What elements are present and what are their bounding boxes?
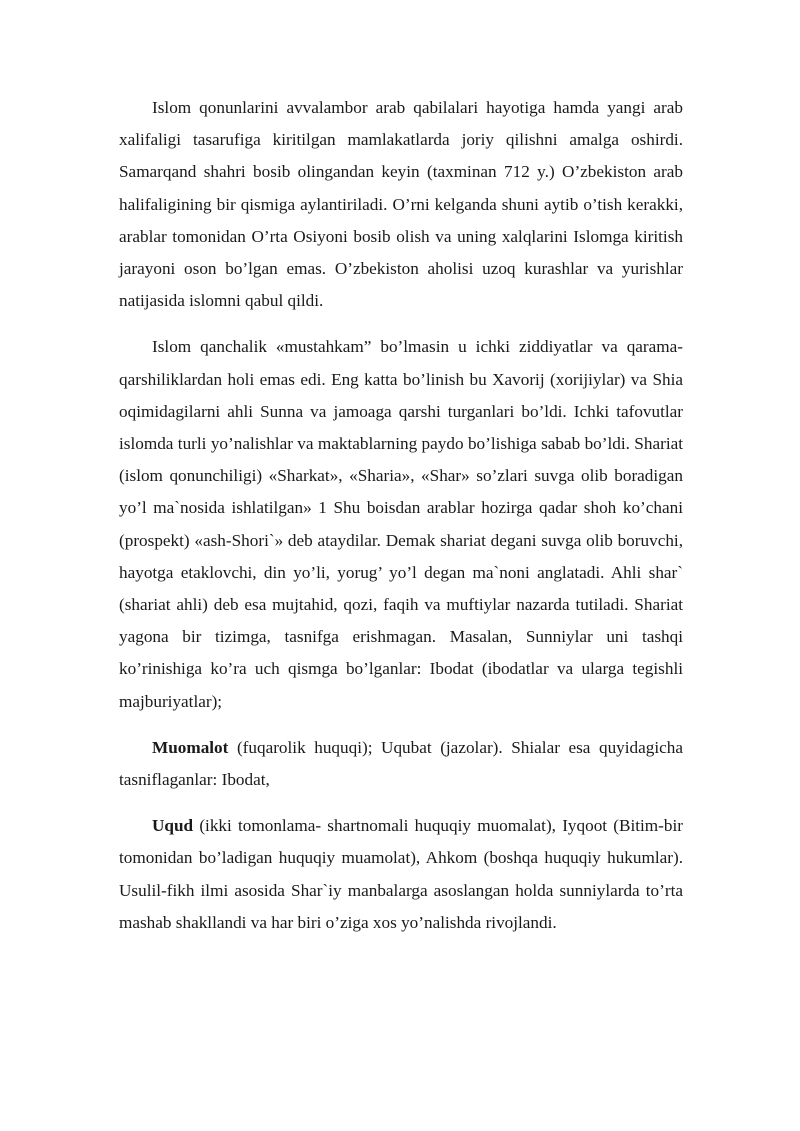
- paragraph-text: (ikki tomonlama- shartnomali huquqiy muomalat), Iyqoot (Bitim-bir tomonidan bo’ladigan huquqiy muamolat), Ahkom (boshqa huquqiy hukumlar). Usulil-fikh ilmi asosida Shar`iy manbalarga asoslangan holda sunniylarda to’rta mashab shakllandi va har biri o’ziga xos yo’nalishda rivojlandi.: [119, 816, 683, 932]
- paragraph-islamic-law-introduction: [119, 92, 683, 317]
- paragraph-text: (fuqarolik huquqi); Uqubat (jazolar). Shialar esa quyidagicha tasniflaganlar: Ibodat,: [119, 737, 683, 790]
- paragraph-lead-term: Muomalot: [152, 737, 229, 757]
- paragraph-uqud: [119, 810, 683, 939]
- document-page: [119, 92, 683, 953]
- paragraph-muomalot: [119, 732, 683, 796]
- paragraph-text: Islom qanchalik «mustahkam” bo’lmasin u ichki ziddiyatlar va qarama-qarshiliklardan holi emas edi. Eng katta bo’linish bu Xavorij (xorijiylar) va Shia oqimidagilarni ahli Sunna va jamoaga qarshi turganlari bo’ldi. Ichki tafovutlar islomda turli yo’nalishlar va maktablarning paydo bo’lishiga sabab bo’ldi. Shariat (islom qonunchiligi) «Sharkat», «Sharia», «Shar» so’zlari suvga olib boradigan yo’l ma`nosida ishlatilgan» 1 Shu boisdan arablar hozirga qadar shoh ko’chani (prospekt) «ash-Shori`» deb ataydilar. Demak shariat degani suvga olib boruvchi, hayotga etaklovchi, din yo’li, yorug’ yo’l degan ma`noni anglatadi. Ahli shar` (shariat ahli) deb esa mujtahid, qozi, faqih va muftiylar nazarda tutiladi. Shariat yagona bir tizimga, tasnifga erishmagan. Masalan, Sunniylar uni tashqi ko’rinishiga ko’ra uch qismga bo’lganlar: Ibodat (ibodatlar va ularga tegishli majburiyatlar);: [119, 337, 683, 711]
- paragraph-lead-term: Uqud: [152, 816, 194, 836]
- paragraph-internal-divisions: [119, 331, 683, 717]
- paragraph-text: Islom qonunlarini avvalambor arab qabilalari hayotiga hamda yangi arab xalifaligi tasarufiga kiritilgan mamlakatlarda joriy qilishni amalga oshirdi. Samarqand shahri bosib olingandan keyin (taxminan 712 y.) O’zbekiston arab halifaligining bir qismiga aylantiriladi. O’rni kelganda shuni aytib o’tish kerakki, arablar tomonidan O’rta Osiyoni bosib olish va uning xalqlarini Islomga kiritish jarayoni oson bo’lgan emas. O’zbekiston aholisi uzoq kurashlar va yurishlar natijasida islomni qabul qildi.: [119, 98, 683, 311]
